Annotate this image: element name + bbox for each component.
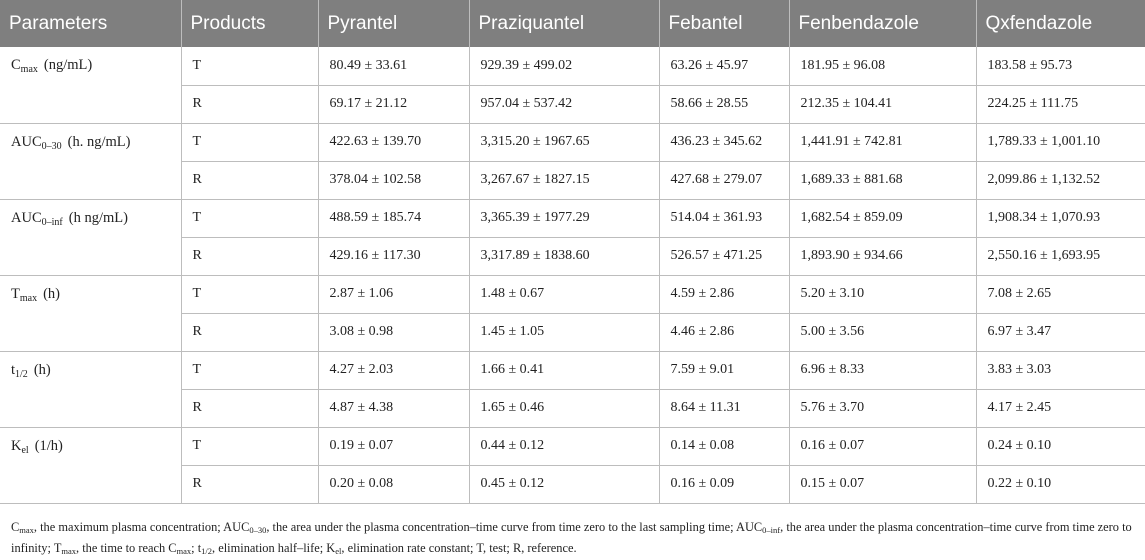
footnote-cmax2: $C_{max}$; (168, 541, 198, 556)
footnote-cmax: $C_{max}$, the maximum plasma concentration; (11, 520, 224, 535)
value-cell: 1.65 ± 0.46 (469, 389, 659, 427)
table-row (0, 351, 1145, 389)
value-cell: 7.59 ± 9.01 (659, 351, 789, 389)
value-cell: 5.76 ± 3.70 (789, 389, 976, 427)
value-cell: 4.59 ± 2.86 (659, 275, 789, 313)
product-cell: T (181, 351, 318, 389)
product-cell: T (181, 47, 318, 85)
value-cell: 0.14 ± 0.08 (659, 427, 789, 465)
footnote-aucinf: $AUC_{0-inf}$, the area under the plasma concentration–time curve from time zero to infinity; (11, 520, 1132, 555)
value-cell: 0.15 ± 0.07 (789, 465, 976, 503)
product-cell: T (181, 123, 318, 161)
value-cell: 1,908.34 ± 1,070.93 (976, 199, 1145, 237)
footnote-tmax: $T_{max}$, the time to reach (53, 541, 169, 556)
product-cell: R (181, 161, 318, 199)
value-cell: 3,365.39 ± 1977.29 (469, 199, 659, 237)
value-cell: 7.08 ± 2.65 (976, 275, 1145, 313)
parameter-unit: (h ng/mL) (68, 209, 128, 226)
value-cell: 8.64 ± 11.31 (659, 389, 789, 427)
value-cell: 4.17 ± 2.45 (976, 389, 1145, 427)
footnote-kel: $K_{el}$, elimination rate constant; T, test; R, reference. (326, 541, 577, 556)
value-cell: 2.87 ± 1.06 (318, 275, 469, 313)
value-cell: 436.23 ± 345.62 (659, 123, 789, 161)
value-cell: 6.97 ± 3.47 (976, 313, 1145, 351)
value-cell: 427.68 ± 279.07 (659, 161, 789, 199)
table-body (0, 47, 1145, 503)
col-header-products: Products (181, 0, 318, 47)
parameter-cell: $AUC_{0-inf}$ (h ng/mL) (0, 199, 181, 275)
parameter-unit: (h) (43, 285, 60, 302)
parameter-unit: (1/h) (34, 437, 63, 454)
col-header-febantel: Febantel (659, 0, 789, 47)
value-cell: 1.66 ± 0.41 (469, 351, 659, 389)
value-cell: 957.04 ± 537.42 (469, 85, 659, 123)
value-cell: 80.49 ± 33.61 (318, 47, 469, 85)
header-row (0, 0, 1145, 47)
value-cell: 422.63 ± 139.70 (318, 123, 469, 161)
parameter-unit: (h. ng/mL) (67, 133, 131, 150)
value-cell: 514.04 ± 361.93 (659, 199, 789, 237)
value-cell: 63.26 ± 45.97 (659, 47, 789, 85)
table-row (0, 275, 1145, 313)
value-cell: 58.66 ± 28.55 (659, 85, 789, 123)
parameter-cell: $K_{el}$ (1/h) (0, 427, 181, 503)
parameter-cell: $AUC_{0-30}$ (h. ng/mL) (0, 123, 181, 199)
value-cell: 5.00 ± 3.56 (789, 313, 976, 351)
parameter-unit: (h) (33, 361, 51, 378)
value-cell: 6.96 ± 8.33 (789, 351, 976, 389)
table-row (0, 47, 1145, 85)
value-cell: 1,682.54 ± 859.09 (789, 199, 976, 237)
table-row (0, 199, 1145, 237)
value-cell: 69.17 ± 21.12 (318, 85, 469, 123)
value-cell: 4.27 ± 2.03 (318, 351, 469, 389)
col-header-fenbendazole: Fenbendazole (789, 0, 976, 47)
product-cell: T (181, 199, 318, 237)
parameter-cell: $T_{max}$ (h) (0, 275, 181, 351)
value-cell: 378.04 ± 102.58 (318, 161, 469, 199)
col-header-pyrantel: Pyrantel (318, 0, 469, 47)
value-cell: 429.16 ± 117.30 (318, 237, 469, 275)
value-cell: 1.45 ± 1.05 (469, 313, 659, 351)
value-cell: 2,550.16 ± 1,693.95 (976, 237, 1145, 275)
col-header-parameters: Parameters (0, 0, 181, 47)
value-cell: 224.25 ± 111.75 (976, 85, 1145, 123)
value-cell: 3,317.89 ± 1838.60 (469, 237, 659, 275)
col-header-qxfendazole: Qxfendazole (976, 0, 1145, 47)
value-cell: 0.45 ± 0.12 (469, 465, 659, 503)
value-cell: 929.39 ± 499.02 (469, 47, 659, 85)
value-cell: 0.24 ± 0.10 (976, 427, 1145, 465)
value-cell: 0.16 ± 0.07 (789, 427, 976, 465)
table-row (0, 123, 1145, 161)
value-cell: 2,099.86 ± 1,132.52 (976, 161, 1145, 199)
value-cell: 0.22 ± 0.10 (976, 465, 1145, 503)
product-cell: T (181, 275, 318, 313)
value-cell: 3,267.67 ± 1827.15 (469, 161, 659, 199)
value-cell: 3.83 ± 3.03 (976, 351, 1145, 389)
col-header-praziquantel: Praziquantel (469, 0, 659, 47)
footnote-thalf: $t_{1/2}$, elimination half–life; (197, 541, 327, 556)
table-footnote (11, 518, 1136, 560)
value-cell: 488.59 ± 185.74 (318, 199, 469, 237)
product-cell: R (181, 465, 318, 503)
value-cell: 1,893.90 ± 934.66 (789, 237, 976, 275)
value-cell: 181.95 ± 96.08 (789, 47, 976, 85)
value-cell: 212.35 ± 104.41 (789, 85, 976, 123)
table-row (0, 427, 1145, 465)
product-cell: R (181, 85, 318, 123)
value-cell: 0.19 ± 0.07 (318, 427, 469, 465)
value-cell: 183.58 ± 95.73 (976, 47, 1145, 85)
product-cell: R (181, 237, 318, 275)
value-cell: 1,789.33 ± 1,001.10 (976, 123, 1145, 161)
product-cell: R (181, 389, 318, 427)
product-cell: T (181, 427, 318, 465)
value-cell: 5.20 ± 3.10 (789, 275, 976, 313)
footnote-auc030: $AUC_{0-30}$, the area under the plasma concentration–time curve from time zero to the last sampling time; (223, 520, 736, 535)
value-cell: 0.44 ± 0.12 (469, 427, 659, 465)
value-cell: 3.08 ± 0.98 (318, 313, 469, 351)
value-cell: 4.87 ± 4.38 (318, 389, 469, 427)
product-cell: R (181, 313, 318, 351)
value-cell: 3,315.20 ± 1967.65 (469, 123, 659, 161)
value-cell: 0.16 ± 0.09 (659, 465, 789, 503)
value-cell: 1.48 ± 0.67 (469, 275, 659, 313)
parameter-cell: $C_{max}$ (ng/mL) (0, 47, 181, 123)
parameter-cell: $t_{1/2}$ (h) (0, 351, 181, 427)
value-cell: 0.20 ± 0.08 (318, 465, 469, 503)
value-cell: 1,441.91 ± 742.81 (789, 123, 976, 161)
parameter-unit: (ng/mL) (43, 57, 93, 73)
value-cell: 1,689.33 ± 881.68 (789, 161, 976, 199)
value-cell: 526.57 ± 471.25 (659, 237, 789, 275)
value-cell: 4.46 ± 2.86 (659, 313, 789, 351)
